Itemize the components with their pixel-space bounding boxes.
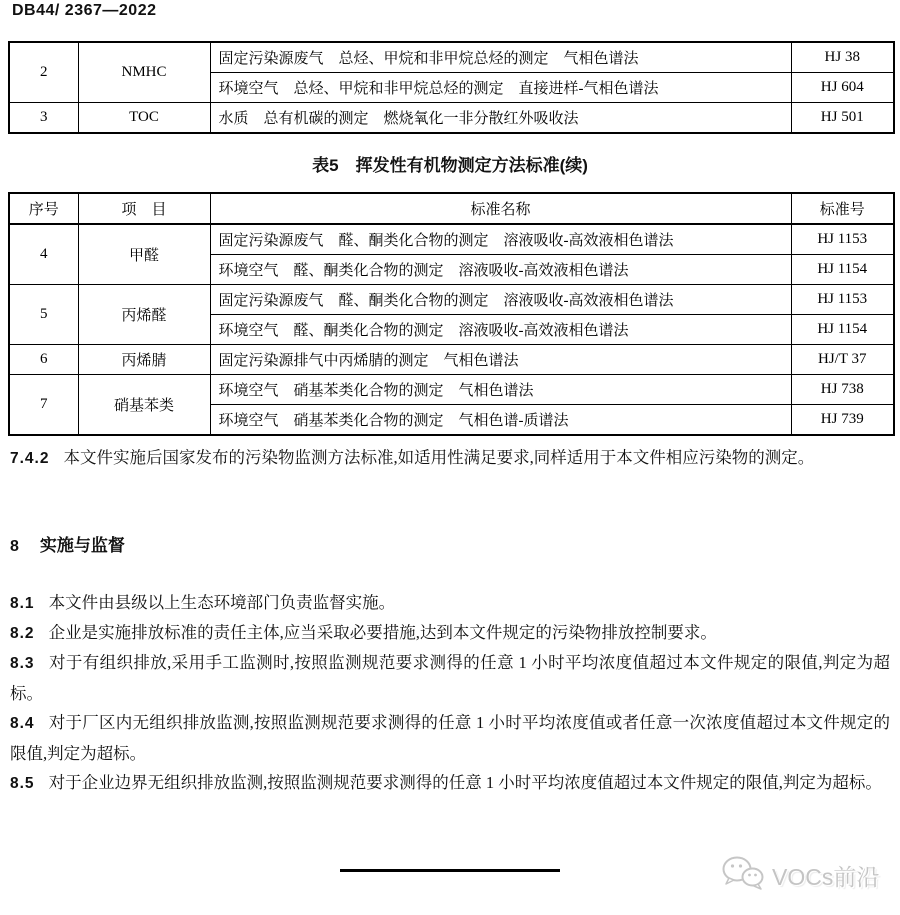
clause-7-4-2 [10, 443, 890, 474]
table-row [9, 42, 894, 73]
table-row [9, 103, 894, 134]
clause-text: 对于厂区内无组织排放监测,按照监测规范要求测得的任意 1 小时平均浓度值或者任意一次浓度值超过本文件规定的限值,判定为超标。 [10, 713, 890, 763]
clause-number: 7.4.2 [10, 450, 50, 467]
standard-name: 固定污染源废气 总烃、甲烷和非甲烷总烃的测定 气相色谱法 [210, 42, 791, 73]
standard-name: 固定污染源废气 醛、酮类化合物的测定 溶液吸收-高效液相色谱法 [210, 224, 791, 255]
standard-name: 固定污染源排气中丙烯腈的测定 气相色谱法 [210, 345, 791, 375]
table5-title: 表5 挥发性有机物测定方法标准(续) [312, 156, 588, 175]
wechat-icon [720, 854, 766, 897]
table-row [9, 345, 894, 375]
methods-table-top [8, 41, 895, 134]
standard-name: 环境空气 总烃、甲烷和非甲烷总烃的测定 直接进样-气相色谱法 [210, 73, 791, 103]
header-name: 标准名称 [210, 193, 791, 224]
table-header-row [9, 193, 894, 224]
row-item: 丙烯腈 [78, 345, 210, 375]
clause-8-1 [10, 588, 890, 619]
clause-number: 8.5 [10, 775, 35, 792]
row-item: TOC [78, 103, 210, 134]
clause-text: 本文件由县级以上生态环境部门负责监督实施。 [48, 593, 396, 612]
standard-code: HJ 501 [791, 103, 894, 134]
row-no: 2 [9, 42, 78, 103]
standard-code: HJ 738 [791, 375, 894, 405]
methods-table-five [8, 192, 895, 436]
clause-text: 对于有组织排放,采用手工监测时,按照监测规范要求测得的任意 1 小时平均浓度值超过本文件规定的限值,判定为超标。 [10, 653, 890, 703]
standard-code: HJ 739 [791, 405, 894, 436]
standard-name: 固定污染源废气 醛、酮类化合物的测定 溶液吸收-高效液相色谱法 [210, 285, 791, 315]
section-title: 实施与监督 [39, 536, 125, 555]
header-no: 序号 [9, 193, 78, 224]
document-number: DB44/ 2367—2022 [12, 2, 157, 19]
row-item: 甲醛 [78, 224, 210, 285]
clause-text: 本文件实施后国家发布的污染物监测方法标准,如适用性满足要求,同样适用于本文件相应污染物的测定。 [63, 448, 815, 467]
header-code: 标准号 [791, 193, 894, 224]
standard-code: HJ 1154 [791, 315, 894, 345]
standard-code: HJ 38 [791, 42, 894, 73]
row-item: 硝基苯类 [78, 375, 210, 436]
standard-name: 环境空气 醛、酮类化合物的测定 溶液吸收-高效液相色谱法 [210, 255, 791, 285]
section-8-heading [10, 531, 125, 556]
row-no: 6 [9, 345, 78, 375]
clause-text: 对于企业边界无组织排放监测,按照监测规范要求测得的任意 1 小时平均浓度值超过本文件规定的限值,判定为超标。 [48, 773, 882, 792]
row-item: 丙烯醛 [78, 285, 210, 345]
clause-number: 8.1 [10, 595, 35, 612]
standard-code: HJ 1153 [791, 285, 894, 315]
row-no: 4 [9, 224, 78, 285]
clause-text: 企业是实施排放标准的责任主体,应当采取必要措施,达到本文件规定的污染物排放控制要求。 [48, 623, 717, 642]
standard-code: HJ 604 [791, 73, 894, 103]
row-no: 5 [9, 285, 78, 345]
row-item: NMHC [78, 42, 210, 103]
table-row [9, 224, 894, 255]
clause-number: 8.2 [10, 625, 35, 642]
watermark-label: VOCs前沿 [772, 864, 880, 890]
clause-8-5 [10, 768, 890, 799]
row-no: 3 [9, 103, 78, 134]
standard-name: 环境空气 硝基苯类化合物的测定 气相色谱法 [210, 375, 791, 405]
table-row [9, 285, 894, 315]
section-number: 8 [10, 538, 20, 555]
header-item: 项 目 [78, 193, 210, 224]
row-no: 7 [9, 375, 78, 436]
standard-name: 水质 总有机碳的测定 燃烧氧化一非分散红外吸收法 [210, 103, 791, 134]
clause-number: 8.3 [10, 655, 35, 672]
end-of-document-rule [340, 869, 560, 872]
standard-code: HJ/T 37 [791, 345, 894, 375]
standard-name: 环境空气 硝基苯类化合物的测定 气相色谱-质谱法 [210, 405, 791, 436]
clause-number: 8.4 [10, 715, 35, 732]
clause-8-4 [10, 708, 890, 769]
standard-code: HJ 1154 [791, 255, 894, 285]
table-row [9, 375, 894, 405]
standard-name: 环境空气 醛、酮类化合物的测定 溶液吸收-高效液相色谱法 [210, 315, 791, 345]
watermark [720, 854, 879, 897]
clause-8-2 [10, 618, 890, 649]
standard-code: HJ 1153 [791, 224, 894, 255]
clause-8-3 [10, 648, 890, 709]
